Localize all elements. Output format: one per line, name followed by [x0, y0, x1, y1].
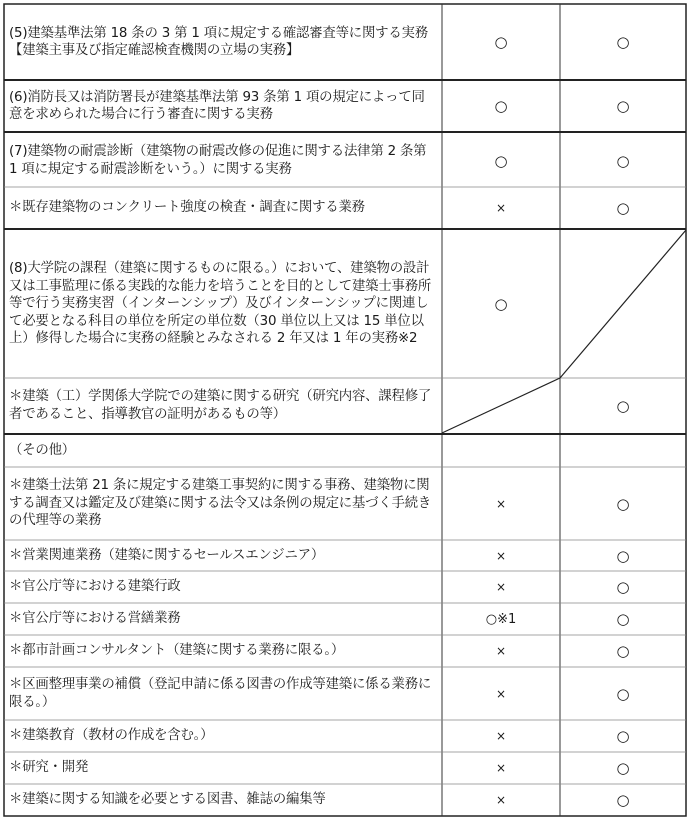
column-a-mark: ○	[494, 97, 508, 115]
row-description: ＊建築（工）学関係大学院での建築に関する研究（研究内容、課程修了者であること、指導教官の証明があるもの等）	[9, 389, 432, 422]
row-description: ＊官公庁等における営繕業務	[9, 611, 181, 627]
table-border	[4, 4, 686, 816]
column-a-mark: ×	[495, 729, 507, 743]
column-b-mark: ○	[616, 642, 630, 660]
row-description: ＊官公庁等における建築行政	[9, 579, 181, 595]
not-applicable-diagonal	[560, 230, 686, 378]
column-b-mark: ○	[616, 791, 630, 809]
row-description: ＊研究・開発	[9, 760, 89, 776]
column-b-mark: ○	[616, 151, 630, 170]
column-a-mark: ×	[495, 686, 507, 701]
row-description: ＊営業関連業務（建築に関するセールスエンジニア）	[9, 547, 325, 563]
row-description: (6)消防長又は消防署長が建築基準法第 93 条第 1 項の規定によって同意を求められた場合に行う審査に関する実務	[9, 89, 425, 122]
column-a-mark: ○	[494, 33, 508, 51]
row-description: ＊区画整理事業の補償（登記申請に係る図書の作成等建築に係る業務に限る。）	[9, 677, 432, 710]
column-a-mark: ○	[494, 151, 508, 170]
column-a-mark: ×	[495, 793, 507, 807]
row-description: (5)建築基準法第 18 条の 3 第 1 項に規定する確認審査等に関する実務 【建築主事及び指定確認検査機関の立場の実務】	[9, 25, 428, 58]
row-description: ＊既存建築物のコンクリート強度の検査・調査に関する業務	[9, 199, 365, 215]
column-b-mark: ○	[616, 759, 630, 777]
row-description: (7)建築物の耐震診断（建築物の耐震改修の促進に関する法律第 2 条第 1 項に規定する耐震診断をいう。）に関する実務	[9, 144, 427, 177]
row-description: ＊都市計画コンサルタント（建築に関する業務に限る。）	[9, 643, 345, 659]
column-a-mark: ×	[495, 580, 507, 594]
column-b-mark: ○	[616, 396, 630, 415]
column-a-mark: ○※1	[485, 611, 517, 627]
column-b-mark: ○	[616, 684, 630, 703]
column-b-mark: ○	[616, 546, 630, 565]
column-b-mark: ○	[616, 578, 630, 596]
row-description: ＊建築士法第 21 条に規定する建築工事契約に関する事務、建築物に関する調査又は鑑定及び建築に関する法令又は条例の規定に基づく手続きの代理等の業務	[9, 478, 432, 529]
column-a-mark: ×	[495, 200, 507, 215]
column-a-mark: ○	[494, 295, 508, 313]
column-b-mark: ○	[616, 97, 630, 115]
column-a-mark: ×	[495, 548, 507, 563]
row-description: ＊建築に関する知識を必要とする図書、雑誌の編集等	[9, 792, 326, 808]
column-b-mark: ○	[616, 610, 630, 628]
row-description: (8)大学院の課程（建築に関するものに限る。）において、建築物の設計又は工事監理に係る実践的な能力を培うことを目的として建築士事務所等で行う実務実習（インターンシップ）及びインターンシップに関連して必要となる科目の単位を所定の単位数（30 単位以上又は 15 単位以上）修得した場合に実務の経験とみなされる 2 年又は 1 年の実務※2	[9, 261, 432, 347]
column-b-mark: ○	[616, 198, 630, 217]
column-a-mark: ×	[495, 496, 507, 511]
column-b-mark: ○	[616, 727, 630, 745]
column-b-mark: ○	[616, 33, 630, 51]
column-a-mark: ×	[495, 644, 507, 658]
column-a-mark: ×	[495, 761, 507, 775]
column-b-mark: ○	[616, 494, 630, 513]
section-heading: （その他）	[9, 443, 75, 459]
row-description: ＊建築教育（教材の作成を含む。）	[9, 728, 214, 744]
not-applicable-diagonal	[442, 378, 560, 433]
